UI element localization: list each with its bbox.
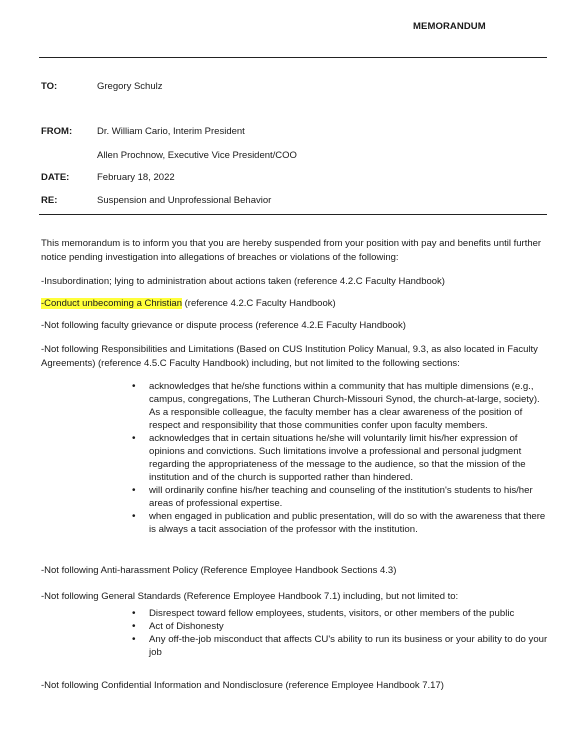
list-item: • acknowledges that in certain situations he/she will voluntarily limit his/her expression of opinions and convictions. Such limitations involve a professional and personal judgment regarding the appropriateness of the message to the audience, so that the mission of the institution and of the church is supported rather than hindered. [132,432,548,484]
list-item: • Act of Dishonesty [132,620,548,633]
standards-bullet-list [132,607,548,659]
violation-confidential: -Not following Confidential Information and Nondisclosure (reference Employee Handbook 7.17) [41,680,444,691]
highlighted-text: -Conduct unbecoming a Christian [41,298,182,309]
violation-insubordination: -Insubordination; lying to administration about actions taken (reference 4.2.C Faculty Handbook) [41,276,445,287]
violation-general-standards: -Not following General Standards (Reference Employee Handbook 7.1) including, but not limited to: [41,591,459,602]
violation-anti-harassment: -Not following Anti-harassment Policy (Reference Employee Handbook Sections 4.3) [41,565,397,576]
list-item: • acknowledges that he/she functions within a community that has multiple dimensions (e.g., campus, congregations, The Lutheran Church-Missouri Synod, the church-at-large, society). As a responsible colleague, the faculty member has a clear awareness of the position of respect and responsibility that those communities confer upon faculty members. [132,380,548,432]
intro-paragraph: This memorandum is to inform you that you are hereby suspended from your position with pay and benefits until further notice pending investigation into allegations of breaches or violations of the following: [41,238,542,263]
from-label: FROM: [41,126,73,137]
to-value: Gregory Schulz [97,81,163,92]
date-value: February 18, 2022 [97,172,175,183]
re-label: RE: [41,195,58,206]
violation-responsibilities: -Not following Responsibilities and Limitations (Based on CUS Institution Policy Manual, 9.3, as also located in Faculty Agreements) (reference 4.5.C Faculty Handbook) including, but not limited to the following sections: [41,344,538,369]
responsibility-bullet-list [132,380,548,536]
from-value-1: Dr. William Cario, Interim President [97,126,245,137]
header-top-rule [39,57,547,58]
list-item: • will ordinarily confine his/her teaching and counseling of the institution's students to his/her areas of professional expertise. [132,484,548,510]
list-item: • Any off-the-job misconduct that affects CU's ability to run its business or your ability to do your job [132,633,548,659]
conduct-reference: (reference 4.2.C Faculty Handbook) [182,298,336,309]
violation-grievance: -Not following faculty grievance or dispute process (reference 4.2.E Faculty Handbook) [41,320,406,331]
to-label: TO: [41,81,58,92]
list-item: • Disrespect toward fellow employees, students, visitors, or other members of the public [132,607,548,620]
date-label: DATE: [41,172,70,183]
re-value: Suspension and Unprofessional Behavior [97,195,272,206]
header-bottom-rule [39,214,547,215]
violation-conduct [41,297,547,311]
from-value-2: Allen Prochnow, Executive Vice President/COO [97,150,297,161]
memo-title: MEMORANDUM [413,21,486,32]
list-item: • when engaged in publication and public presentation, will do so with the awareness that there is always a tacit association of the professor with the institution. [132,510,548,536]
